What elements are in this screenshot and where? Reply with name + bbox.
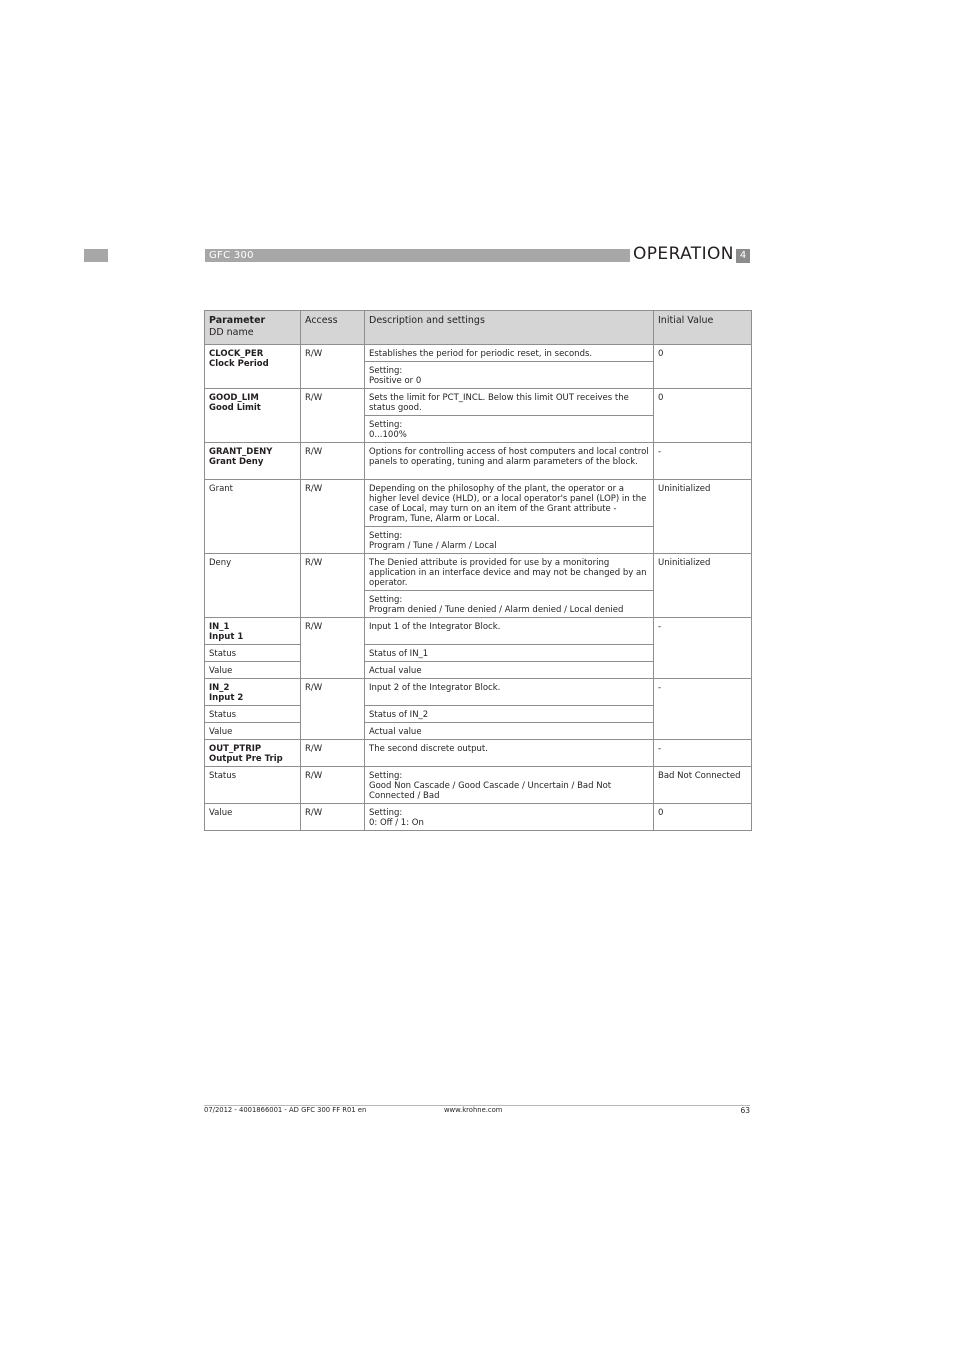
param-dd-name: Input 2 [209, 693, 244, 703]
table-row [205, 389, 752, 416]
param-dd-name: Grant Deny [209, 457, 264, 467]
product-name: GFC 300 [209, 250, 254, 261]
param-value-label: Value [205, 723, 301, 740]
table-row [205, 767, 752, 804]
param-name: Status [205, 767, 301, 804]
setting-label: Setting: [369, 595, 403, 605]
param-description: Establishes the period for periodic reset, in seconds. [365, 345, 654, 362]
param-initial: Uninitialized [654, 480, 752, 554]
param-description: The second discrete output. [365, 740, 654, 767]
section-title: OPERATION [633, 244, 734, 264]
header-parameter [205, 311, 301, 345]
param-name: IN_2 [209, 683, 230, 693]
page-number: 63 [740, 1106, 750, 1115]
footer-doc-info: 07/2012 - 4001866001 - AD GFC 300 FF R01 en [204, 1106, 367, 1114]
table-row [205, 480, 752, 527]
param-access: R/W [301, 740, 365, 767]
param-access: R/W [301, 554, 365, 618]
param-value-label: Value [205, 662, 301, 679]
param-initial: - [654, 618, 752, 679]
param-name: Deny [205, 554, 301, 618]
param-dd-name: Input 1 [209, 632, 244, 642]
setting-label: Setting: [369, 531, 403, 541]
setting-value: 0: Off / 1: On [369, 818, 424, 828]
param-description: Depending on the philosophy of the plant, the operator or a higher level device (HLD), or a local operator's panel (LOP) in the case of Local, may turn on an item of the Grant attribute - Program, Tune, Alarm or Local. [365, 480, 654, 527]
header-access: Access [301, 311, 365, 345]
setting-label: Setting: [369, 420, 403, 430]
table-row [205, 554, 752, 591]
param-status-label: Status [205, 706, 301, 723]
setting-value: Good Non Cascade / Good Cascade / Uncertain / Bad Not Connected / Bad [369, 781, 612, 801]
param-name: CLOCK_PER [209, 349, 264, 359]
table-row [205, 618, 752, 645]
param-dd-name: Good Limit [209, 403, 261, 413]
param-initial: - [654, 740, 752, 767]
param-name: Value [205, 804, 301, 831]
header-initial-value: Initial Value [654, 311, 752, 345]
header-left-block [84, 249, 108, 262]
table-row [205, 740, 752, 767]
param-access: R/W [301, 618, 365, 679]
param-description: Input 1 of the Integrator Block. [365, 618, 654, 645]
param-name: Grant [205, 480, 301, 554]
param-status-desc: Status of IN_1 [365, 645, 654, 662]
setting-label: Setting: [369, 771, 403, 781]
param-description: Input 2 of the Integrator Block. [365, 679, 654, 706]
param-initial: - [654, 443, 752, 480]
table-row [205, 679, 752, 706]
param-status-label: Status [205, 645, 301, 662]
param-initial: Uninitialized [654, 554, 752, 618]
param-access: R/W [301, 679, 365, 740]
param-access: R/W [301, 389, 365, 443]
param-status-desc: Status of IN_2 [365, 706, 654, 723]
setting-value: Program denied / Tune denied / Alarm denied / Local denied [369, 605, 624, 615]
param-initial: 0 [654, 345, 752, 389]
table-row [205, 345, 752, 362]
param-name: GOOD_LIM [209, 393, 259, 403]
param-name: GRANT_DENY [209, 447, 273, 457]
header-dd-name-label: DD name [209, 327, 254, 338]
param-description: The Denied attribute is provided for use by a monitoring application in an interface device and may not be changed by an operator. [365, 554, 654, 591]
param-dd-name: Clock Period [209, 359, 269, 369]
param-initial: 0 [654, 804, 752, 831]
setting-value: Positive or 0 [369, 376, 422, 386]
setting-label: Setting: [369, 808, 403, 818]
param-access: R/W [301, 767, 365, 804]
setting-value: 0...100% [369, 430, 407, 440]
setting-value: Program / Tune / Alarm / Local [369, 541, 497, 551]
param-description: Sets the limit for PCT_INCL. Below this limit OUT receives the status good. [365, 389, 654, 416]
param-access: R/W [301, 443, 365, 480]
param-access: R/W [301, 480, 365, 554]
parameter-table [204, 310, 752, 831]
param-initial: - [654, 679, 752, 740]
chapter-number: 4 [736, 249, 750, 263]
param-description: Options for controlling access of host computers and local control panels to operating, tuning and alarm parameters of the block. [365, 443, 654, 480]
param-value-desc: Actual value [365, 723, 654, 740]
setting-label: Setting: [369, 366, 403, 376]
param-initial: Bad Not Connected [654, 767, 752, 804]
table-row [205, 443, 752, 480]
table-header-row [205, 311, 752, 345]
table-row [205, 804, 752, 831]
header-parameter-label: Parameter [209, 315, 266, 326]
param-name: IN_1 [209, 622, 230, 632]
header-description: Description and settings [365, 311, 654, 345]
param-name: OUT_PTRIP [209, 744, 262, 754]
param-value-desc: Actual value [365, 662, 654, 679]
param-initial: 0 [654, 389, 752, 443]
header-bar [205, 249, 630, 262]
param-dd-name: Output Pre Trip [209, 754, 283, 764]
footer-website: www.krohne.com [444, 1106, 503, 1114]
param-access: R/W [301, 804, 365, 831]
param-access: R/W [301, 345, 365, 389]
